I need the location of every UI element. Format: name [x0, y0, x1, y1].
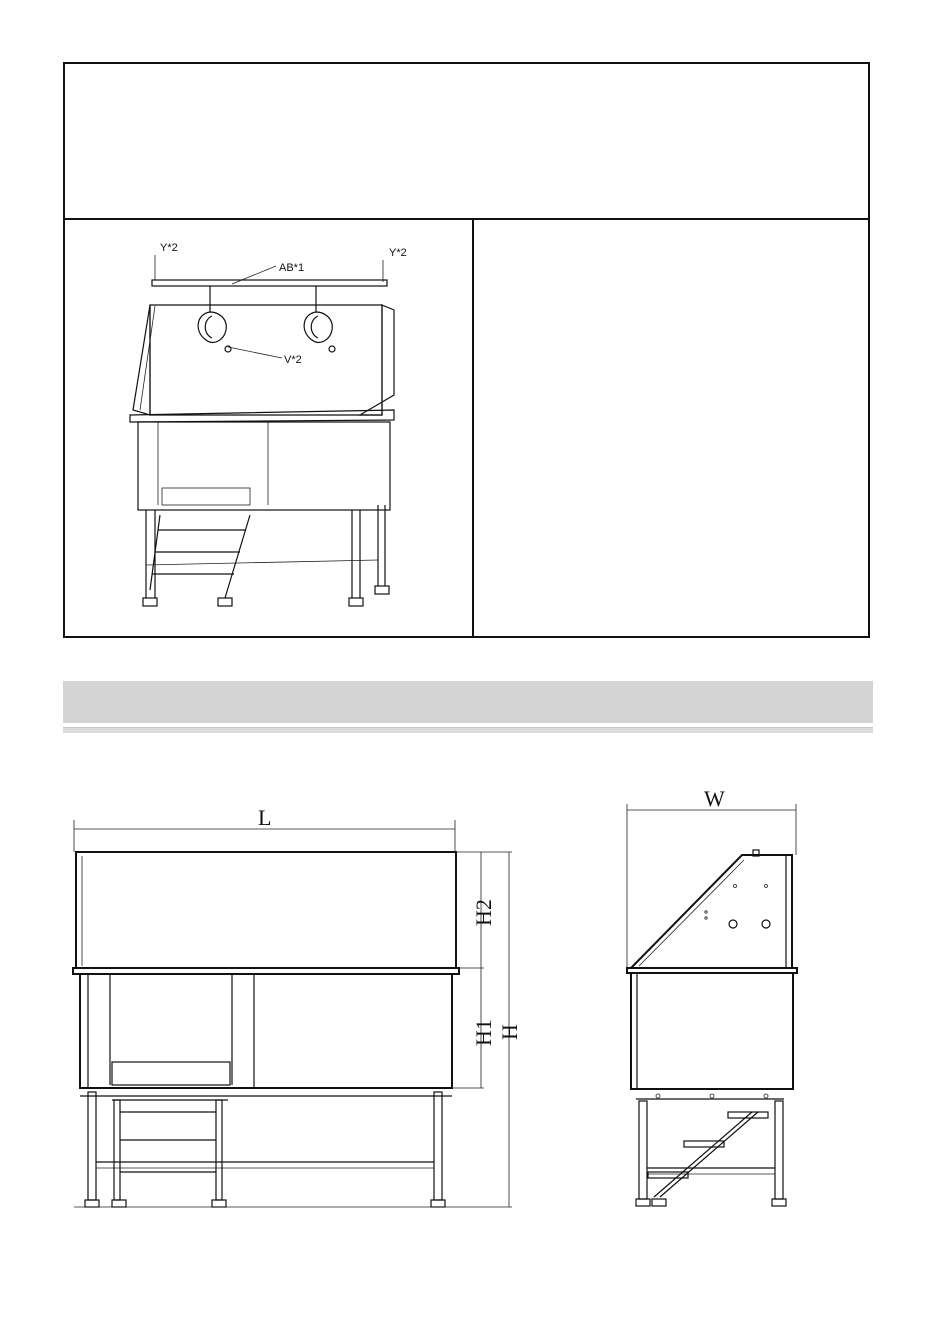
side-body	[631, 973, 793, 1089]
side-view	[627, 786, 797, 1206]
restraint-clip-right	[329, 346, 335, 352]
top-rail-bar	[152, 280, 387, 286]
side-hole-2	[765, 885, 768, 888]
right-side-panel	[360, 305, 394, 415]
label-h: H	[497, 1024, 522, 1040]
front-upper-panel	[76, 852, 456, 968]
label-w: W	[704, 786, 725, 811]
side-foot-3	[772, 1199, 786, 1206]
restraint-loop-right-inner	[311, 316, 318, 338]
label-v: V*2	[284, 354, 302, 366]
leader-v	[228, 347, 282, 358]
label-h1: H1	[471, 1019, 496, 1046]
tub-rim	[130, 410, 394, 422]
foot-3	[349, 598, 363, 606]
label-y-left: Y*2	[160, 242, 178, 254]
front-lower-body	[80, 974, 452, 1088]
label-ab: AB*1	[279, 262, 305, 274]
back-panel	[150, 305, 382, 415]
side-foot-1	[636, 1199, 650, 1206]
tub-body	[138, 422, 390, 510]
label-h2: H2	[471, 899, 496, 926]
front-foot-4	[431, 1200, 445, 1207]
ladder-rail-left	[114, 1100, 120, 1200]
restraint-loop-left-inner	[205, 316, 212, 338]
side-stair-rail-1	[654, 1112, 752, 1197]
tub-door-panel	[162, 488, 250, 505]
foot-4	[375, 586, 389, 594]
front-foot-1	[85, 1200, 99, 1207]
foot-1	[143, 598, 157, 606]
restraint-clip-left	[225, 346, 231, 352]
front-view	[73, 805, 522, 1207]
side-hole-5	[729, 920, 737, 928]
ramp-rail-right	[225, 515, 250, 598]
side-bolt-1	[656, 1094, 660, 1098]
front-leg-2	[434, 1092, 442, 1200]
front-foot-3	[212, 1200, 226, 1207]
side-leg-1	[639, 1101, 647, 1199]
leader-ab	[232, 266, 276, 284]
side-slope-inner	[639, 860, 744, 966]
side-hole-4	[705, 917, 707, 919]
side-bolt-3	[764, 1094, 768, 1098]
assembly-view	[130, 242, 407, 606]
front-foot-2	[112, 1200, 126, 1207]
label-y-right: Y*2	[389, 247, 407, 259]
ladder-rail-right	[216, 1100, 222, 1200]
side-hole-1	[734, 885, 737, 888]
side-foot-2	[652, 1199, 666, 1206]
front-door-panel	[112, 1062, 230, 1085]
foot-2	[218, 598, 232, 606]
side-hole-3	[705, 911, 707, 913]
side-stair-rail-2	[660, 1112, 758, 1197]
side-bolt-2	[710, 1094, 714, 1098]
side-hole-6	[762, 920, 770, 928]
side-sloped-panel	[631, 855, 792, 968]
frame-crossbar	[146, 560, 378, 565]
label-l: L	[258, 805, 272, 830]
side-leg-2	[775, 1101, 783, 1199]
front-leg-1	[88, 1092, 96, 1200]
